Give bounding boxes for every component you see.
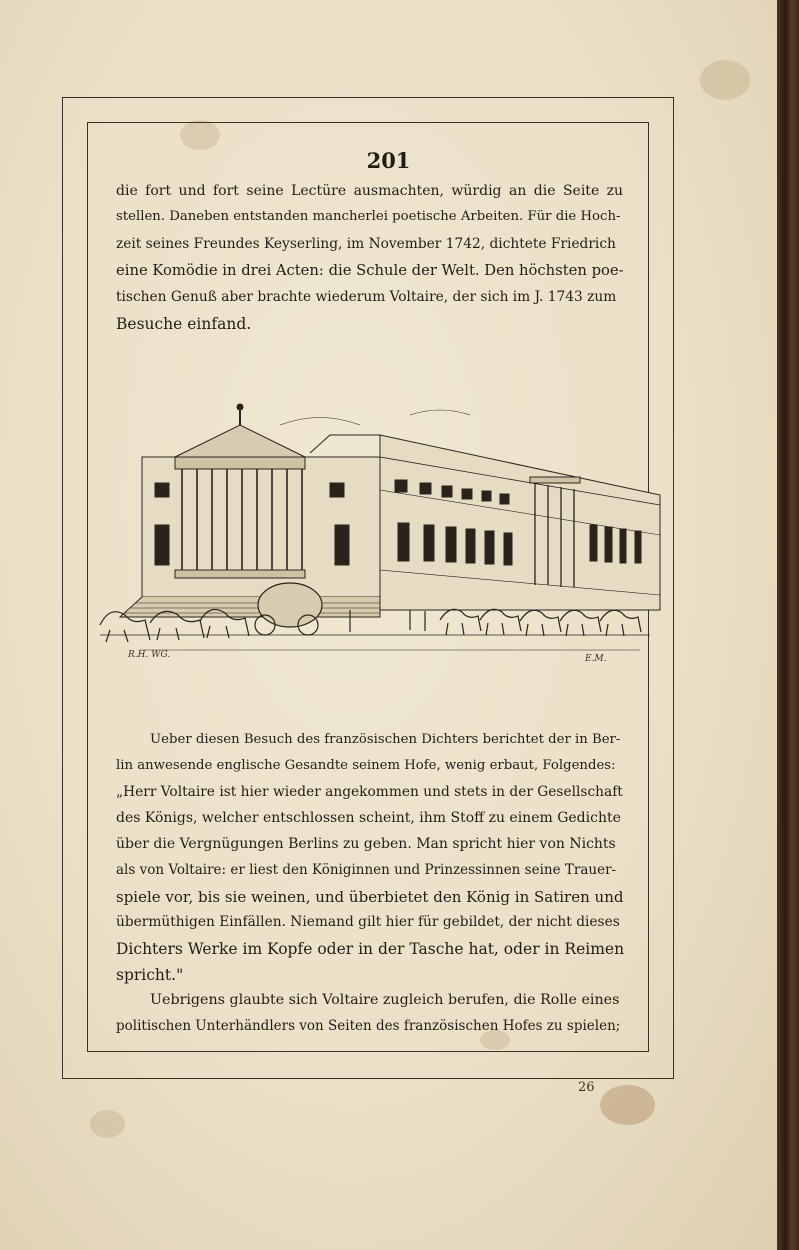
- text-line: politischen Unterhändlers von Seiten des französischen Hofes zu spielen;: [116, 1018, 621, 1034]
- text-line: spricht.": [116, 966, 184, 984]
- text-line: stellen. Daneben entstanden mancherlei poetische Arbeiten. Für die Hoch-: [116, 209, 621, 224]
- text-line: Uebrigens glaubte sich Voltaire zugleich berufen, die Rolle eines: [150, 992, 620, 1008]
- text-line: spiele vor, bis sie weinen, und überbietet den König in Satiren und: [116, 888, 624, 906]
- opera-house-engraving: [80, 395, 670, 685]
- text-line: eine Komödie in drei Acten: die Schule der Welt. Den höchsten poe-: [116, 262, 624, 279]
- book-spine-edge: [777, 0, 799, 1250]
- text-line: des Königs, welcher entschlossen scheint, ihm Stoff zu einem Gedichte: [116, 810, 621, 826]
- text-line: lin anwesende englische Gesandte seinem Hofe, wenig erbaut, Folgendes:: [116, 758, 616, 773]
- text-line: die fort und fort seine Lectüre ausmachten, würdig an die Seite zu: [116, 183, 624, 199]
- signature-mark: 26: [578, 1080, 595, 1095]
- text-line: Besuche einfand.: [116, 315, 252, 333]
- text-line: zeit seines Freundes Keyserling, im November 1742, dichtete Friedrich: [116, 236, 616, 252]
- text-line: übermüthigen Einfällen. Niemand gilt hier für gebildet, der nicht dieses: [116, 914, 620, 930]
- text-line: als von Voltaire: er liest den Königinnen und Prinzessinnen seine Trauer-: [116, 862, 617, 878]
- text-line: Ueber diesen Besuch des französischen Dichters berichtet der in Ber-: [150, 732, 621, 747]
- text-line: tischen Genuß aber brachte wiederum Voltaire, der sich im J. 1743 zum: [116, 289, 617, 305]
- artist-mark-left: R.H. WG.: [128, 650, 171, 660]
- artist-mark-right: E.M.: [585, 654, 607, 664]
- text-line: „Herr Voltaire ist hier wieder angekommen und stets in der Gesellschaft: [116, 784, 623, 800]
- page-number: 201: [366, 148, 411, 173]
- text-line: Dichters Werke im Kopfe oder in der Tasche hat, oder in Reimen: [116, 940, 624, 958]
- text-line: über die Vergnügungen Berlins zu geben. Man spricht hier von Nichts: [116, 836, 616, 852]
